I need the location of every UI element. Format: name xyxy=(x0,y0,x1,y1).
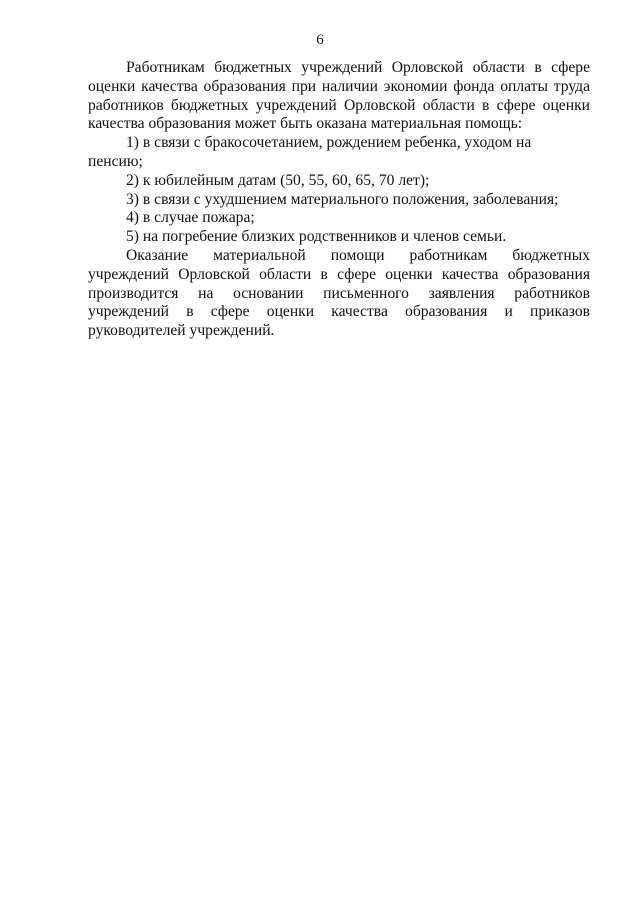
document-body xyxy=(88,59,590,341)
list-item-3: 3) в связи с ухудшением материального положения, заболевания; xyxy=(126,190,559,208)
list-item-5: 5) на погребение близких родственников и членов семьи. xyxy=(126,228,507,246)
intro-paragraph: Работникам бюджетных учреждений Орловской области в сфере оценки качества образования при наличии экономии фонда оплаты труда работников бюджетных учреждений Орловской области в сфере оценки качества образования может быть оказана материальная помощь: xyxy=(88,59,590,133)
list-item-4: 4) в случае пожара; xyxy=(126,209,255,227)
closing-paragraph: Оказание материальной помощи работникам бюджетных учреждений Орловской области в сфере оценки качества образования производится на основании письменного заявления работников учреждений в сфере оценки качества образования и приказов руководителей учреждений. xyxy=(88,246,590,340)
list-item-1: 1) в связи с бракосочетанием, рождением ребенка, уходом на пенсию; xyxy=(88,134,532,170)
list-item-2: 2) к юбилейным датам (50, 55, 60, 65, 70 лет); xyxy=(126,171,430,189)
page-number: 6 xyxy=(316,32,324,48)
